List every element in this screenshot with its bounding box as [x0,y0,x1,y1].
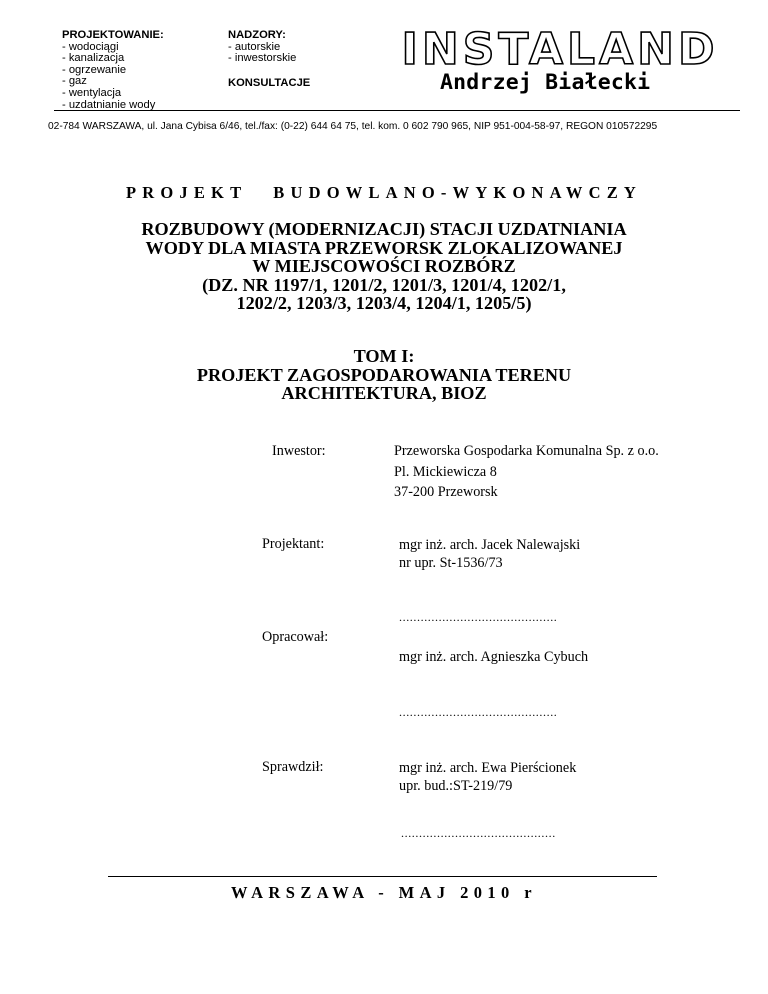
services-design-list [62,30,164,111]
company-address: 02-784 WARSZAWA, ul. Jana Cybisa 6/46, tel./fax: (0-22) 644 64 75, tel. kom. 0 602 790 965, NIP 951-004-58-97, REGON 010572295 [48,121,658,132]
prepared-signature-line: ............................................ [399,705,558,719]
investor-label: Inwestor: [272,443,326,459]
investor-line: Pl. Mickiewicza 8 [394,463,497,480]
service-item: - ogrzewanie [62,63,127,76]
designer-signature-line: ............................................ [399,610,558,624]
checked-line: upr. bud.:ST-219/79 [399,778,513,794]
project-type-part2: BUDOWLANO-WYKONAWCZY [273,183,643,202]
title-line: (DZ. NR 1197/1, 1201/2, 1201/3, 1201/4, 1202/1, [202,274,566,295]
designer-line: mgr inż. arch. Jacek Nalewajski [399,537,581,553]
project-title [0,220,768,313]
title-line: W MIEJSCOWOŚCI ROZBÓRZ [252,256,516,277]
title-line: 1202/2, 1203/3, 1203/4, 1204/1, 1205/5) [236,293,532,314]
footer-divider [108,876,657,877]
volume-line: TOM I: [353,346,415,366]
place-date: WARSZAWA - MAJ 2010 r [231,883,537,902]
prepared-label: Opracował: [262,629,329,645]
investor-line: Przeworska Gospodarka Komunalna Sp. z o.o. [394,443,659,459]
service-item: - wentylacja [62,86,122,99]
header-divider [54,110,740,111]
designer-details [399,536,580,572]
company-logo-text: INSTALAND [401,26,719,72]
company-logo [380,26,740,72]
investor-line: 37-200 Przeworsk [394,484,498,500]
company-owner: Andrzej Białecki [440,70,651,95]
service-item: - autorskie [228,40,281,53]
volume-title [0,347,768,403]
title-line: WODY DLA MIASTA PRZEWORSK ZLOKALIZOWANEJ [145,237,623,258]
services-supervision-title: NADZORY: [228,29,286,41]
service-item: - uzdatnianie wody [62,98,156,111]
checked-label: Sprawdził: [262,759,324,775]
consultations-title: KONSULTACJE [228,76,311,89]
volume-line: ARCHITEKTURA, BIOZ [281,383,487,404]
checked-signature-line: ........................................... [401,826,556,840]
investor-details [394,441,659,503]
project-type-part1: PROJEKT [125,183,248,202]
designer-label: Projektant: [262,536,325,552]
prepared-name: mgr inż. arch. Agnieszka Cybuch [399,649,589,665]
services-supervision-list [228,30,310,89]
checked-line: mgr inż. arch. Ewa Pierścionek [399,760,577,776]
checked-details [399,759,576,795]
service-item: - inwestorskie [228,52,297,65]
service-item: - kanalizacja [62,52,125,65]
service-item: - gaz [62,75,87,88]
designer-line: nr upr. St-1536/73 [399,555,503,571]
volume-line: PROJEKT ZAGOSPODAROWANIA TERENU [196,364,572,385]
title-line: ROZBUDOWY (MODERNIZACJI) STACJI UZDATNIANIA [141,219,627,239]
service-item: - wodociągi [62,40,119,53]
services-design-title: PROJEKTOWANIE: [62,29,164,41]
project-type [0,183,768,203]
